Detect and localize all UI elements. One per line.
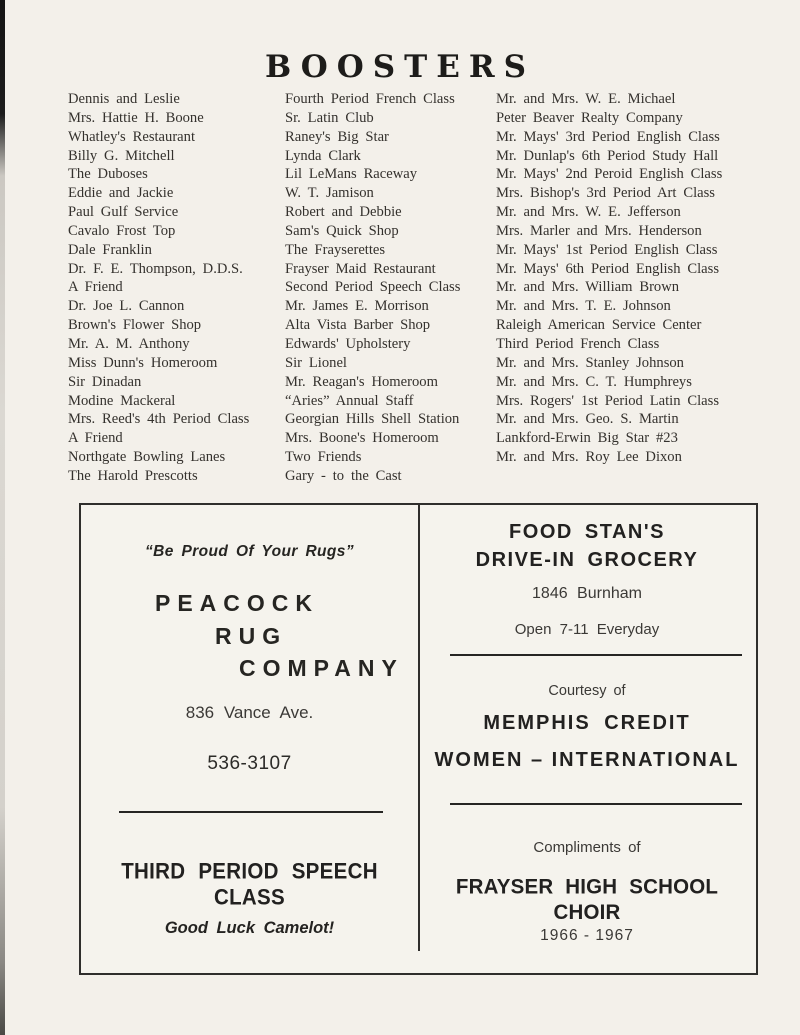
- booster-name: “Aries” Annual Staff: [285, 392, 414, 409]
- peacock-name-line1: PEACOCK: [155, 590, 320, 616]
- booster-name: Second Period Speech Class: [285, 279, 461, 296]
- booster-name: Mr. and Mrs. Stanley Johnson: [496, 354, 684, 371]
- booster-name: W. T. Jamison: [285, 185, 374, 202]
- booster-name: Mr. James E. Morrison: [285, 298, 429, 315]
- memphis-credit-name-line2: WOMEN – INTERNATIONAL: [434, 749, 740, 771]
- booster-name: Mr. and Mrs. W. E. Jefferson: [496, 204, 681, 221]
- booster-name: Robert and Debbie: [285, 204, 402, 221]
- booster-name: Georgian Hills Shell Station: [285, 411, 460, 428]
- booster-name: Dennis and Leslie: [68, 91, 180, 107]
- booster-name: Paul Gulf Service: [68, 204, 179, 221]
- booster-name: Lil LeMans Raceway: [285, 166, 418, 183]
- peacock-address: 836 Vance Ave.: [185, 703, 314, 722]
- ad-right-column: [420, 505, 754, 973]
- booster-name: Miss Dunn's Homeroom: [68, 354, 218, 371]
- food-stans-name-line1: FOOD STAN'S: [509, 521, 665, 543]
- booster-name: Sir Lionel: [285, 354, 347, 371]
- booster-name: Billy G. Mitchell: [68, 147, 175, 164]
- booster-name: Mr. A. M. Anthony: [68, 335, 190, 352]
- booster-name: Mr. and Mrs. T. E. Johnson: [496, 298, 671, 315]
- booster-name: Dr. Joe L. Cannon: [68, 298, 185, 315]
- horizontal-divider: [450, 654, 742, 656]
- peacock-slogan: “Be Proud Of Your Rugs”: [145, 543, 354, 560]
- booster-name: Brown's Flower Shop: [68, 317, 202, 334]
- booster-name: Mr. and Mrs. Geo. S. Martin: [496, 411, 679, 428]
- booster-name: Cavalo Frost Top: [68, 222, 176, 239]
- booster-name: Mr. Mays' 2nd Peroid English Class: [496, 166, 723, 183]
- ad-peacock-rug-company: [81, 505, 418, 973]
- booster-name: Mr. and Mrs. C. T. Humphreys: [496, 373, 692, 390]
- booster-name: Whatley's Restaurant: [68, 128, 196, 145]
- booster-name: Lynda Clark: [285, 147, 361, 164]
- booster-name: The Frayserettes: [285, 241, 386, 258]
- booster-name: Mr. Mays' 6th Period English Class: [496, 260, 720, 277]
- booster-name: Mr. Dunlap's 6th Period Study Hall: [496, 147, 719, 164]
- booster-name: Edwards' Upholstery: [285, 335, 411, 352]
- booster-name: Frayser Maid Restaurant: [285, 260, 436, 277]
- booster-name: Mrs. Hattie H. Boone: [68, 109, 204, 126]
- booster-name: Lankford-Erwin Big Star #23: [496, 430, 678, 447]
- booster-name: A Friend: [68, 279, 123, 296]
- memphis-credit-prefix: Courtesy of: [548, 683, 626, 699]
- booster-name: Mr. Mays' 3rd Period English Class: [496, 128, 720, 145]
- horizontal-divider: [119, 811, 383, 813]
- booster-name: The Duboses: [68, 166, 148, 183]
- advertisement-box: [79, 503, 758, 975]
- booster-name: Gary - to the Cast: [285, 467, 402, 484]
- booster-name: Sr. Latin Club: [285, 109, 374, 126]
- booster-name: Modine Mackeral: [68, 392, 176, 409]
- booster-name: Mr. Reagan's Homeroom: [285, 373, 438, 390]
- booster-name: Sam's Quick Shop: [285, 222, 399, 239]
- booster-name: Mr. and Mrs. W. E. Michael: [496, 91, 676, 107]
- booster-name: Two Friends: [285, 449, 362, 466]
- peacock-phone: 536-3107: [207, 753, 292, 774]
- food-stans-hours: Open 7-11 Everyday: [514, 621, 660, 638]
- booster-name: Mrs. Reed's 4th Period Class: [68, 411, 250, 428]
- choir-years: 1966 - 1967: [540, 927, 634, 944]
- booster-name: Alta Vista Barber Shop: [285, 317, 431, 334]
- booster-column-3: [496, 90, 766, 467]
- speech-class-tagline: Good Luck Camelot!: [164, 919, 335, 937]
- booster-name: Mr. and Mrs. Roy Lee Dixon: [496, 449, 682, 466]
- booster-name: Mrs. Boone's Homeroom: [285, 430, 439, 447]
- booster-name: Mr. Mays' 1st Period English Class: [496, 241, 718, 258]
- booster-name: Mrs. Marler and Mrs. Henderson: [496, 222, 702, 239]
- booster-name: Dale Franklin: [68, 241, 152, 258]
- booster-name: Third Period French Class: [496, 335, 660, 352]
- booster-name: Mrs. Bishop's 3rd Period Art Class: [496, 185, 715, 202]
- booster-name: Mrs. Rogers' 1st Period Latin Class: [496, 392, 719, 409]
- booster-name: Eddie and Jackie: [68, 185, 174, 202]
- booster-column-1: [68, 90, 286, 486]
- booster-column-2: [285, 90, 497, 486]
- choir-name: FRAYSER HIGH SCHOOL CHOIR: [455, 874, 719, 925]
- page-title: BOOSTERS: [264, 48, 536, 85]
- peacock-name-line2: RUG: [215, 623, 288, 649]
- scan-page-edge: [0, 0, 5, 1035]
- booster-name: Raleigh American Service Center: [496, 317, 702, 334]
- choir-prefix: Compliments of: [533, 839, 641, 856]
- memphis-credit-name-line1: MEMPHIS CREDIT: [483, 712, 691, 734]
- horizontal-divider: [450, 803, 742, 805]
- booster-name: A Friend: [68, 430, 123, 447]
- speech-class-title: THIRD PERIOD SPEECH CLASS: [121, 859, 378, 910]
- booster-name: Peter Beaver Realty Company: [496, 109, 683, 126]
- booster-name: Raney's Big Star: [285, 128, 389, 145]
- booster-name: Northgate Bowling Lanes: [68, 449, 226, 466]
- booster-name: The Harold Prescotts: [68, 467, 198, 484]
- booster-name: Sir Dinadan: [68, 373, 142, 390]
- food-stans-address: 1846 Burnham: [532, 585, 642, 602]
- food-stans-name-line2: DRIVE-IN GROCERY: [475, 549, 699, 571]
- booster-name: Mr. and Mrs. William Brown: [496, 279, 680, 296]
- booster-name: Fourth Period French Class: [285, 91, 455, 107]
- peacock-name-line3: COMPANY: [239, 655, 404, 681]
- booster-name: Dr. F. E. Thompson, D.D.S.: [68, 260, 243, 277]
